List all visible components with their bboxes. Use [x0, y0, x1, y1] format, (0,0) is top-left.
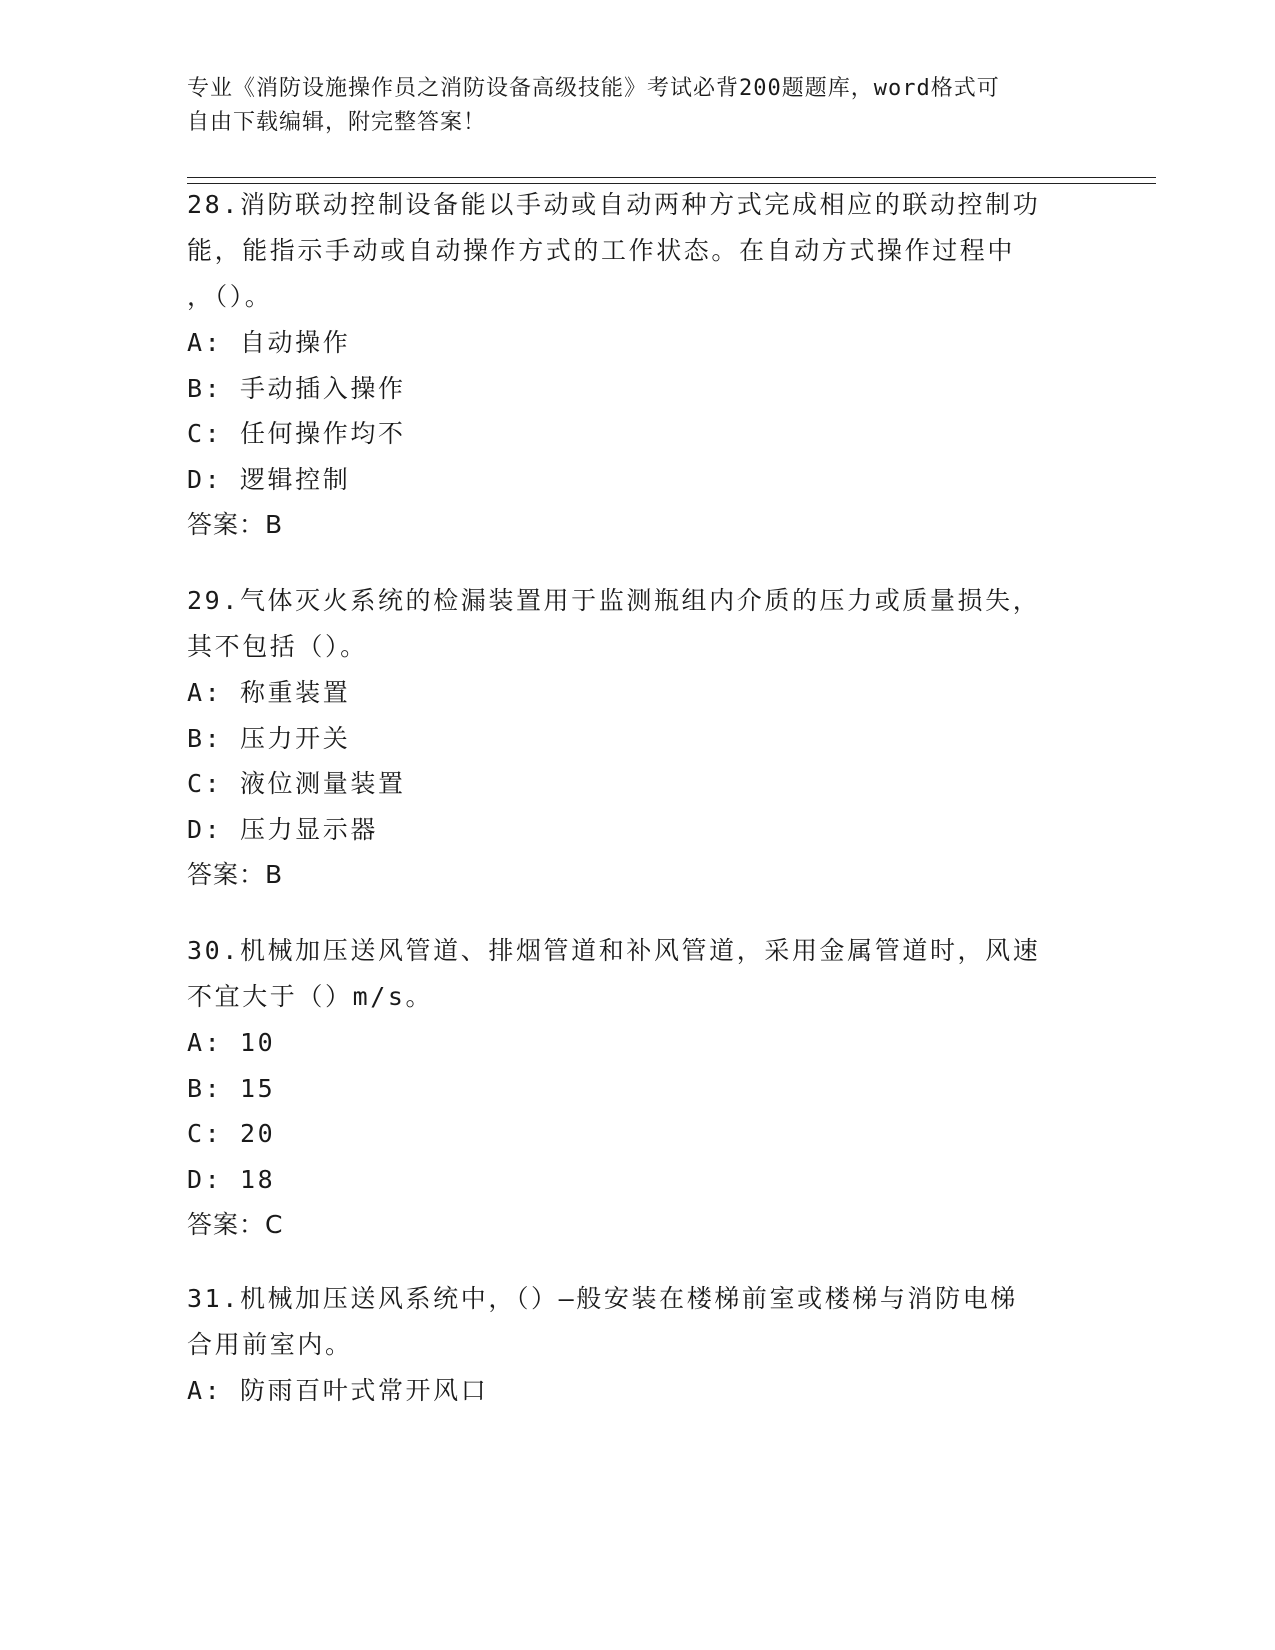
option-c: C: 20	[187, 1119, 276, 1148]
option-a: A: 10	[187, 1028, 276, 1057]
option-a: A: 自动操作	[187, 328, 351, 357]
option-a: A: 防雨百叶式常开风口	[187, 1376, 489, 1405]
option-d: D: 18	[187, 1164, 276, 1194]
option-b: B: 手动插入操作	[187, 373, 406, 403]
option-b: B: 压力开关	[187, 723, 351, 753]
question-stem: 29.气体灭火系统的检漏装置用于监测瓶组内介质的压力或质量损失， 其不包括（）。	[187, 586, 1041, 661]
option-c: C: 液位测量装置	[187, 769, 406, 798]
question-28	[187, 182, 1087, 548]
question-stem: 28.消防联动控制设备能以手动或自动两种方式完成相应的联动控制功 能，能指示手动或自动操作方式的工作状态。在自动方式操作过程中 ，（）。	[187, 190, 1041, 311]
answer-line: 答案：C	[187, 1210, 284, 1239]
document-header: 专业《消防设施操作员之消防设备高级技能》考试必背200题题库，word格式可 自由下载编辑，附完整答案！	[187, 76, 1000, 135]
question-stem: 31.机械加压送风系统中，（）—般安装在楼梯前室或楼梯与消防电梯 合用前室内。	[187, 1284, 1018, 1359]
header-divider-top	[187, 177, 1156, 178]
option-d: D: 逻辑控制	[187, 464, 351, 494]
question-stem: 30.机械加压送风管道、排烟管道和补风管道，采用金属管道时，风速 不宜大于（）m/s。	[187, 936, 1041, 1011]
question-29	[187, 578, 1087, 898]
option-a: A: 称重装置	[187, 678, 351, 707]
option-b: B: 15	[187, 1073, 276, 1103]
question-30	[187, 928, 1087, 1248]
answer-line: 答案：B	[187, 510, 284, 539]
option-d: D: 压力显示器	[187, 814, 378, 844]
answer-line: 答案：B	[187, 860, 284, 889]
option-c: C: 任何操作均不	[187, 419, 406, 448]
question-31	[187, 1276, 1087, 1414]
